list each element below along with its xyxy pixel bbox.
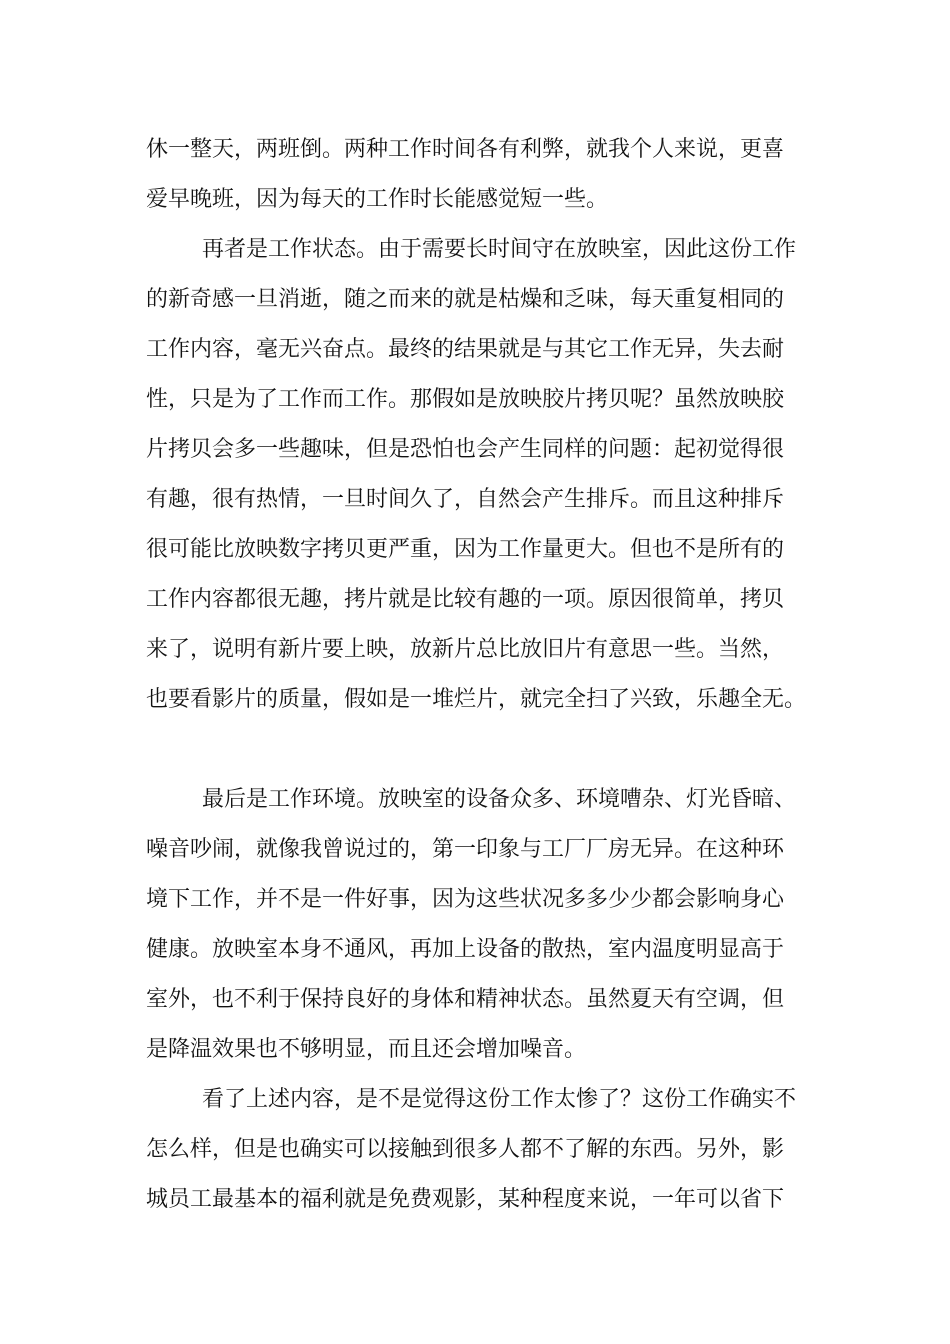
- paragraph-2-line-4: 性，只是为了工作而工作。那假如是放映胶片拷贝呢？虽然放映胶: [146, 387, 785, 412]
- paragraph-4-line-3: 城员工最基本的福利就是免费观影，某种程度来说，一年可以省下: [146, 1187, 785, 1212]
- paragraph-2-line-3: 工作内容，毫无兴奋点。最终的结果就是与其它工作无异，失去耐: [146, 337, 785, 362]
- paragraph-3-line-1: 最后是工作环境。放映室的设备众多、环境嘈杂、灯光昏暗、: [202, 787, 797, 812]
- paragraph-4-line-1: 看了上述内容，是不是觉得这份工作太惨了？这份工作确实不: [202, 1087, 797, 1112]
- paragraph-2-line-1: 再者是工作状态。由于需要长时间守在放映室，因此这份工作: [202, 237, 797, 262]
- paragraph-2-line-9: 来了，说明有新片要上映，放新片总比放旧片有意思一些。当然，: [146, 637, 785, 662]
- paragraph-3-line-3: 境下工作，并不是一件好事，因为这些状况多多少少都会影响身心: [146, 887, 785, 912]
- paragraph-3-line-4: 健康。放映室本身不通风，再加上设备的散热，室内温度明显高于: [146, 937, 785, 962]
- paragraph-3-line-6: 是降温效果也不够明显，而且还会增加噪音。: [146, 1037, 587, 1062]
- paragraph-1-line-1: 休一整天，两班倒。两种工作时间各有利弊，就我个人来说，更喜: [146, 137, 785, 162]
- paragraph-2-line-8: 工作内容都很无趣，拷片就是比较有趣的一项。原因很简单，拷贝: [146, 587, 785, 612]
- paragraph-2-line-2: 的新奇感一旦消逝，随之而来的就是枯燥和乏味，每天重复相同的: [146, 287, 785, 312]
- paragraph-2-line-10: 也要看影片的质量，假如是一堆烂片，就完全扫了兴致，乐趣全无。: [146, 687, 807, 712]
- paragraph-3-line-5: 室外，也不利于保持良好的身体和精神状态。虽然夏天有空调，但: [146, 987, 785, 1012]
- paragraph-2-line-6: 有趣，很有热情，一旦时间久了，自然会产生排斥。而且这种排斥: [146, 487, 785, 512]
- paragraph-1-line-2: 爱早晚班，因为每天的工作时长能感觉短一些。: [146, 187, 609, 212]
- paragraph-3-line-2: 噪音吵闹，就像我曾说过的，第一印象与工厂厂房无异。在这种环: [146, 837, 785, 862]
- paragraph-2-line-5: 片拷贝会多一些趣味，但是恐怕也会产生同样的问题：起初觉得很: [146, 437, 785, 462]
- paragraph-2-line-7: 很可能比放映数字拷贝更严重，因为工作量更大。但也不是所有的: [146, 537, 785, 562]
- paragraph-4-line-2: 怎么样，但是也确实可以接触到很多人都不了解的东西。另外，影: [146, 1137, 785, 1162]
